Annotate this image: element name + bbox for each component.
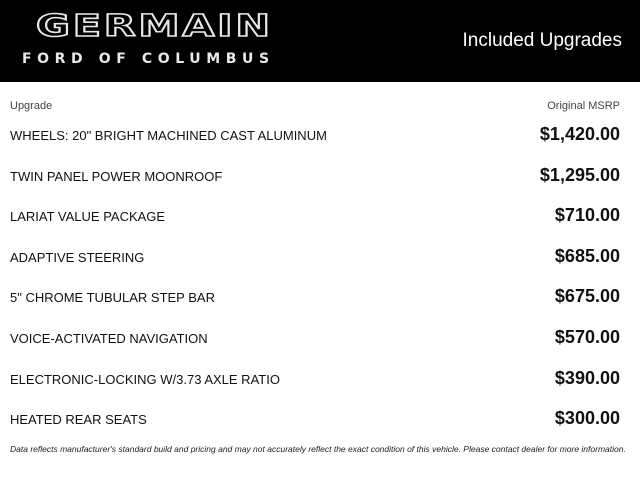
disclaimer-text: Data reflects manufacturer's standard build and pricing and may not accurately reflect the exact condition of this vehicle. Please contact dealer for more information.	[10, 444, 626, 454]
msrp-column-header: Original MSRP	[547, 100, 620, 112]
list-item	[10, 278, 620, 319]
upgrade-name: TWIN PANEL POWER MOONROOF	[10, 168, 223, 184]
upgrade-name: LARIAT VALUE PACKAGE	[10, 209, 166, 225]
list-item	[10, 360, 620, 401]
column-headers	[10, 100, 620, 114]
list-item	[10, 197, 620, 238]
upgrade-column-header: Upgrade	[10, 100, 53, 112]
upgrade-price: $570.00	[554, 326, 620, 347]
list-item	[10, 319, 620, 360]
upgrade-name: 5" CHROME TUBULAR STEP BAR	[10, 290, 215, 306]
upgrade-name: VOICE-ACTIVATED NAVIGATION	[10, 330, 208, 346]
list-item	[10, 116, 620, 157]
upgrades-list	[10, 116, 620, 441]
list-item	[10, 238, 620, 279]
upgrade-price: $710.00	[554, 205, 620, 226]
list-item	[10, 157, 620, 198]
dealer-logo	[22, 10, 282, 72]
upgrade-price: $675.00	[554, 286, 620, 307]
upgrade-name: HEATED REAR SEATS	[10, 412, 147, 428]
logo-wordmark: GERMAIN	[36, 9, 273, 44]
upgrade-name: ADAPTIVE STEERING	[10, 249, 145, 265]
upgrade-name: ELECTRONIC-LOCKING W/3.73 AXLE RATIO	[10, 371, 280, 387]
page-title: Included Upgrades	[462, 30, 622, 51]
upgrade-price: $1,420.00	[539, 124, 620, 144]
upgrade-price: $685.00	[554, 245, 620, 266]
list-item	[10, 400, 620, 441]
upgrade-price: $1,295.00	[539, 164, 620, 185]
upgrade-price: $390.00	[554, 367, 620, 388]
header-bar	[0, 0, 640, 82]
upgrade-price: $300.00	[554, 408, 620, 429]
logo-subtitle: FORD OF COLUMBUS	[22, 51, 275, 67]
upgrade-name: WHEELS: 20" BRIGHT MACHINED CAST ALUMINUM	[10, 128, 327, 143]
